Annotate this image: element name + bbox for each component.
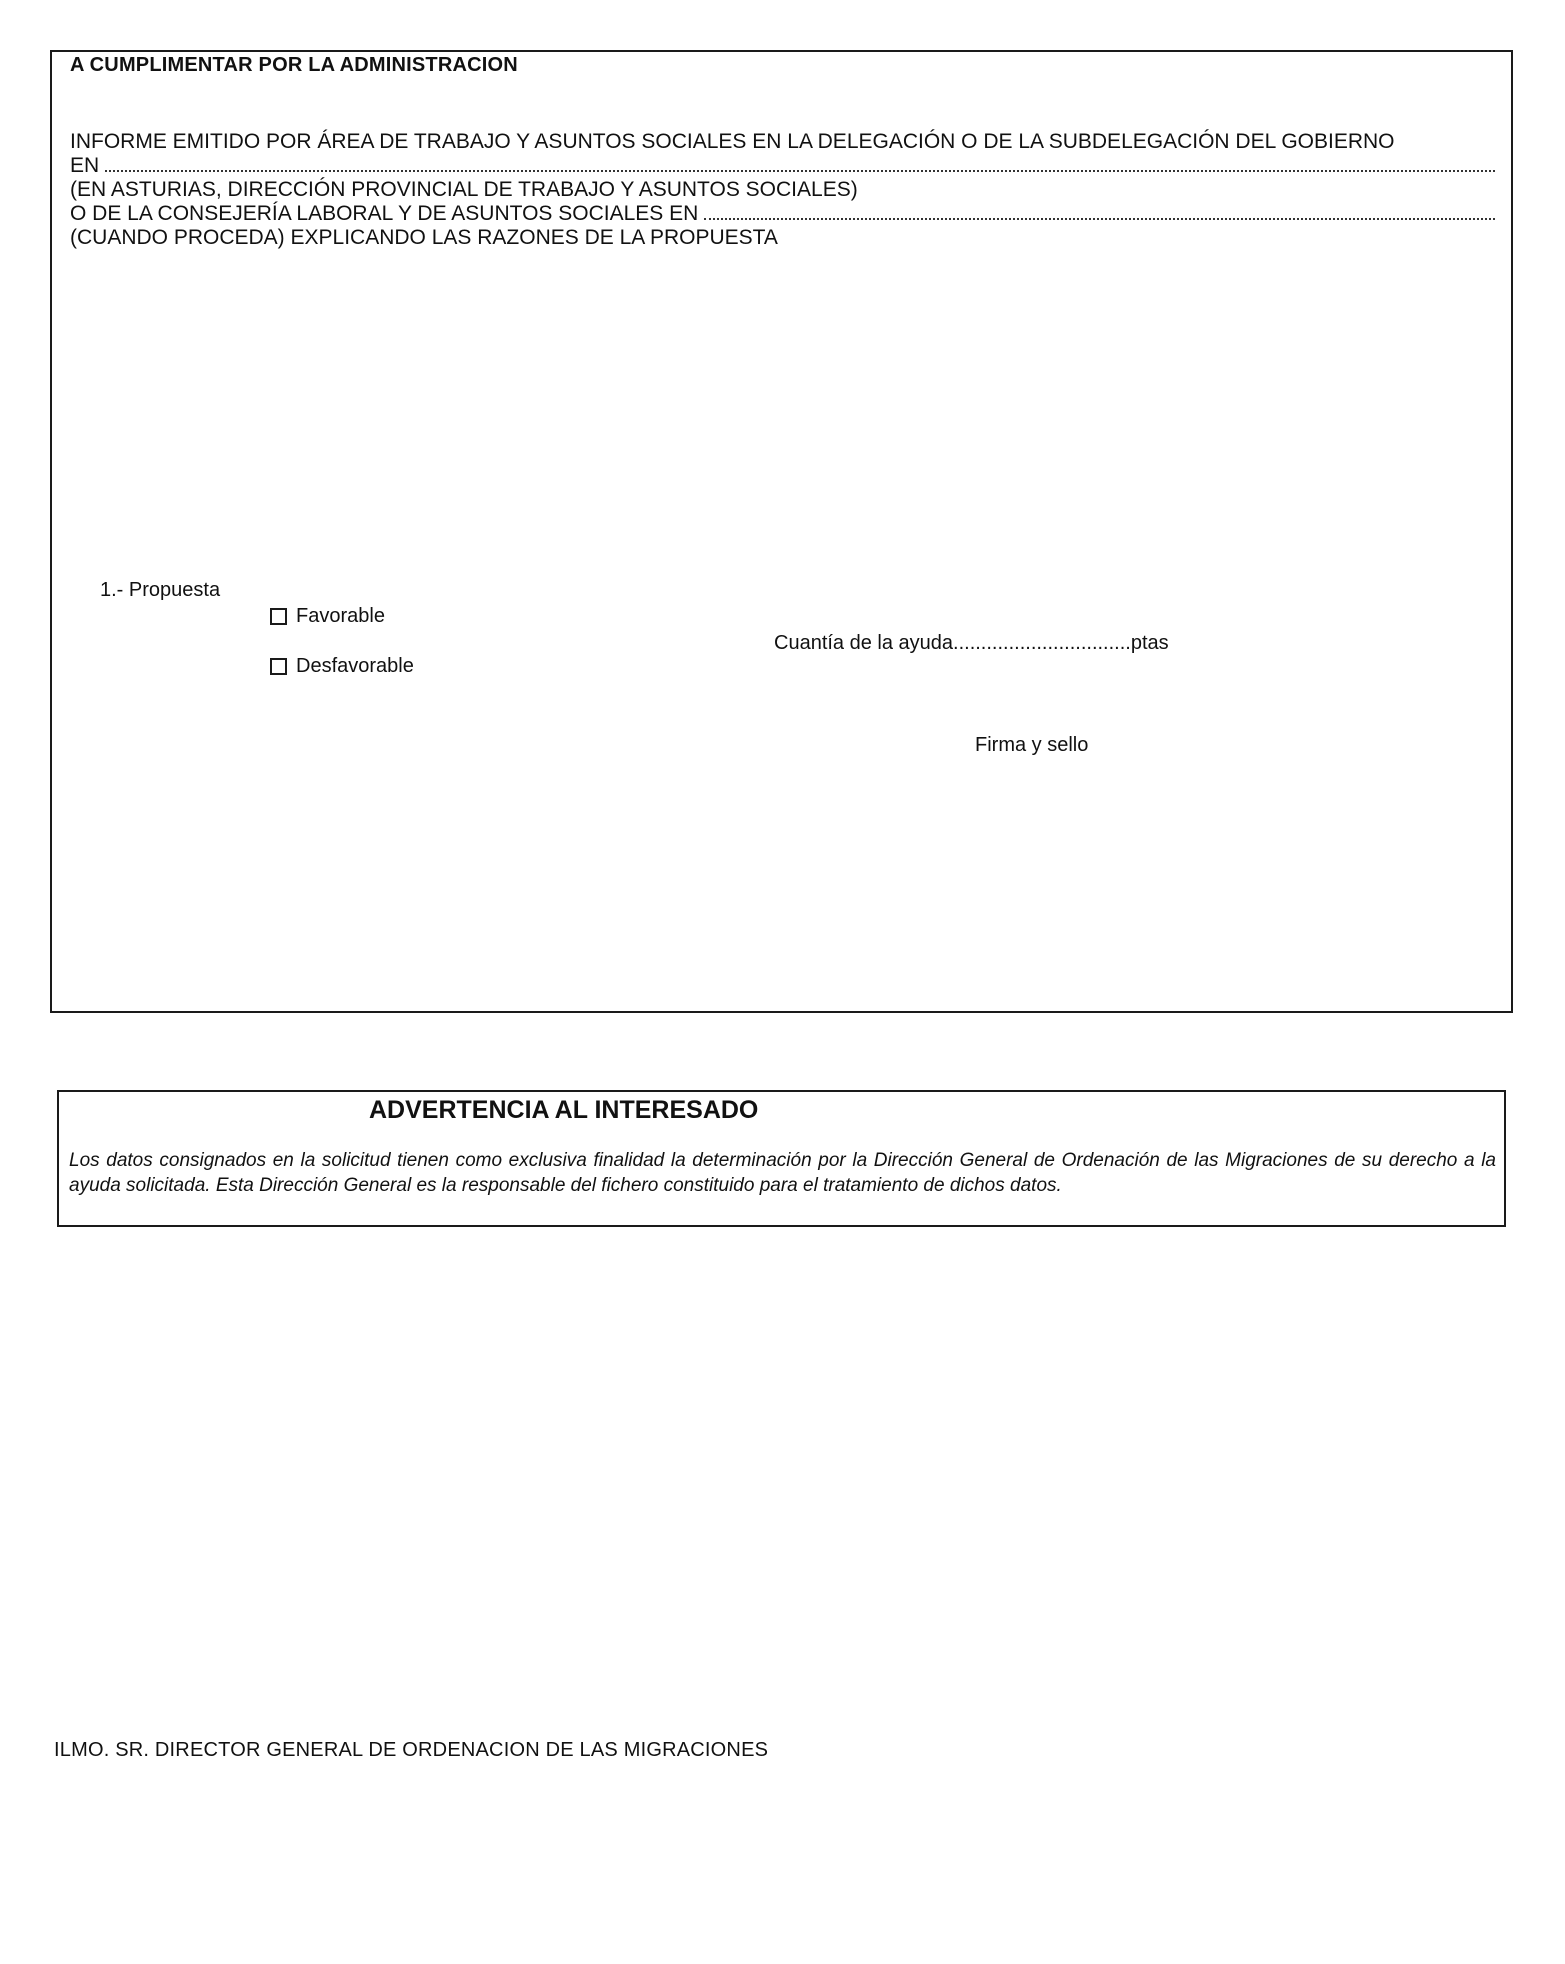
informe-line-2 bbox=[70, 154, 1495, 178]
desfavorable-label: Desfavorable bbox=[296, 655, 414, 677]
cuantia-field[interactable]: Cuantía de la ayuda................................ptas bbox=[774, 632, 1169, 654]
informe-line-4 bbox=[70, 202, 1495, 226]
informe-line-5 bbox=[70, 226, 1495, 250]
informe-line-3-text: (EN ASTURIAS, DIRECCIÓN PROVINCIAL DE TRABAJO Y ASUNTOS SOCIALES) bbox=[70, 178, 858, 201]
propuesta-label: 1.- Propuesta bbox=[100, 579, 221, 601]
option-favorable[interactable] bbox=[270, 605, 385, 628]
desfavorable-checkbox[interactable] bbox=[270, 658, 287, 675]
informe-line-1 bbox=[70, 130, 1495, 154]
firma-label: Firma y sello bbox=[975, 734, 1089, 756]
favorable-checkbox[interactable] bbox=[270, 608, 287, 625]
administration-title: A CUMPLIMENTAR POR LA ADMINISTRACION bbox=[70, 54, 518, 76]
informe-line-5-text: (CUANDO PROCEDA) EXPLICANDO LAS RAZONES DE LA PROPUESTA bbox=[70, 226, 778, 249]
option-desfavorable[interactable] bbox=[270, 655, 414, 678]
informe-line-1-text: INFORME EMITIDO POR ÁREA DE TRABAJO Y ASUNTOS SOCIALES EN LA DELEGACIÓN O DE LA SUBDELEGACIÓN DEL GOBIERNO bbox=[70, 130, 1395, 153]
administration-section bbox=[50, 50, 1513, 1013]
advertencia-body: Los datos consignados en la solicitud tienen como exclusiva finalidad la determinación por la Dirección General de Ordenación de las Migraciones de su derecho a la ayuda solicitada. Esta Dirección General es la responsable del fichero constituido para el tratamiento de dichos datos. bbox=[69, 1150, 1496, 1196]
addressee-line: ILMO. SR. DIRECTOR GENERAL DE ORDENACION DE LAS MIGRACIONES bbox=[54, 1739, 769, 1761]
consejeria-fill-line[interactable] bbox=[704, 204, 1495, 220]
delegacion-fill-line[interactable] bbox=[105, 156, 1495, 172]
informe-line-4-text: O DE LA CONSEJERÍA LABORAL Y DE ASUNTOS SOCIALES EN bbox=[70, 202, 699, 225]
favorable-label: Favorable bbox=[296, 605, 385, 627]
informe-line-3 bbox=[70, 178, 1495, 202]
advertencia-section bbox=[57, 1090, 1506, 1227]
advertencia-title: ADVERTENCIA AL INTERESADO bbox=[369, 1096, 759, 1124]
informe-block bbox=[70, 130, 1495, 250]
informe-line-2-text: EN bbox=[70, 154, 100, 177]
